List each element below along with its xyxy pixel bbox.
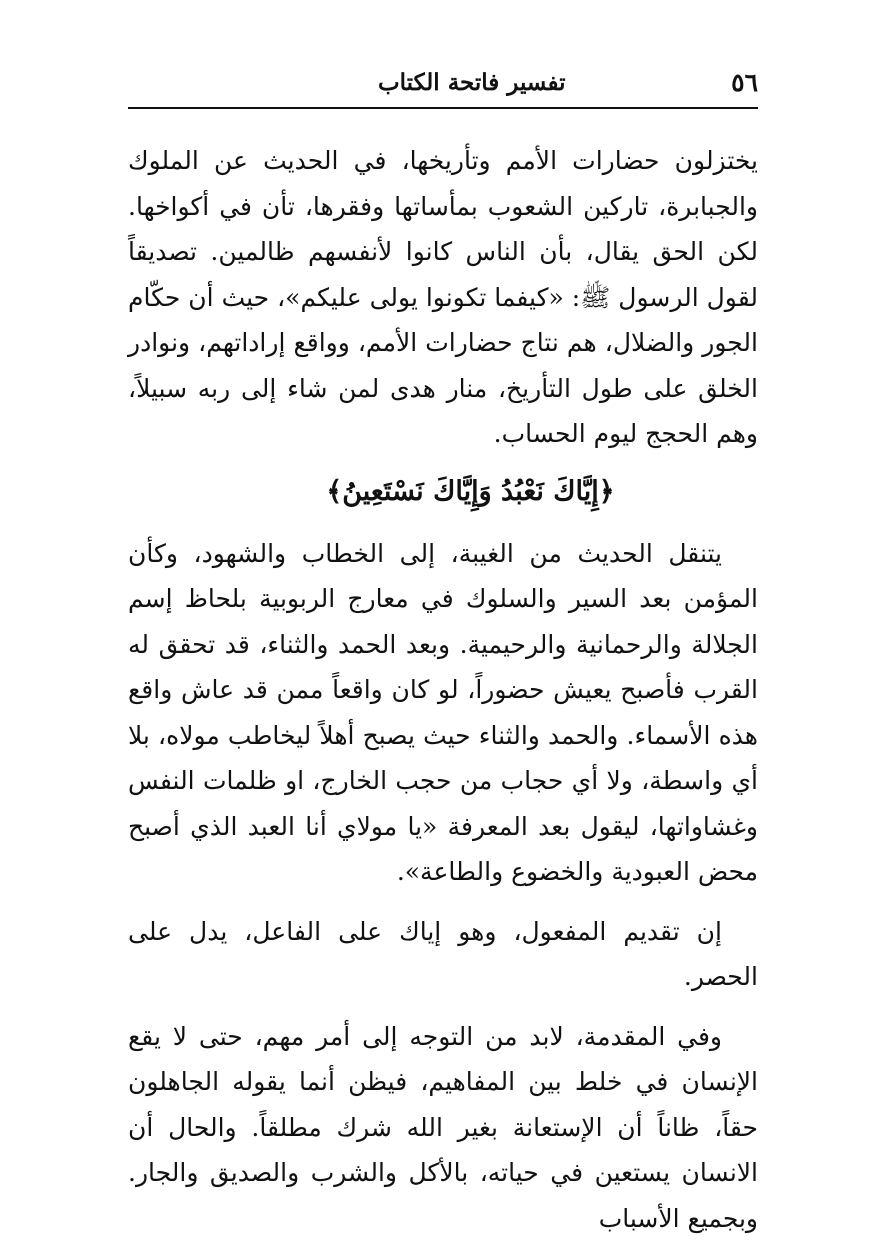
header-rule <box>128 107 758 109</box>
page-number: ٥٦ <box>731 68 758 97</box>
body-text <box>128 138 758 1241</box>
quran-verse: ﴿إِيَّاكَ نَعْبُدُ وَإِيَّاكَ نَسْتَعِينُ﴾ <box>183 469 758 515</box>
paragraph-2: يتنقل الحديث من الغيبة، إلى الخطاب والشهود، وكأن المؤمن بعد السير والسلوك في معارج الربوبية بلحاظ إسم الجلالة والرحمانية والرحيمية. وبعد الحمد والثناء، قد تحقق له القرب فأصبح يعيش حضوراً، لو كان واقعاً ممن قد عاش واقع هذه الأسماء. والحمد والثناء حيث يصبح أهلاً ليخاطب مولاه، بلا أي واسطة، ولا أي حجاب من حجب الخارج، او ظلمات النفس وغشاواتها، ليقول بعد المعرفة «يا مولاي أنا العبد الذي أصبح محض العبودية والخضوع والطاعة». <box>128 531 758 895</box>
page-header <box>128 62 758 102</box>
running-title: تفسير فاتحة الكتاب <box>378 69 565 96</box>
paragraph-1: يختزلون حضارات الأمم وتأريخها، في الحديث عن الملوك والجبابرة، تاركين الشعوب بمأساتها وفقرها، تأن في أكواخها. لكن الحق يقال، بأن الناس كانوا لأنفسهم ظالمين. تصديقاً لقول الرسول ﷺ: «كيفما تكونوا يولى عليكم»، حيث أن حكّام الجور والضلال، هم نتاج حضارات الأمم، وواقع إراداتهم، ونوادر الخلق على طول التأريخ، منار هدى لمن شاء إلى ربه سبيلاً، وهم الحجج ليوم الحساب. <box>128 138 758 457</box>
paragraph-3: إن تقديم المفعول، وهو إياك على الفاعل، يدل على الحصر. <box>128 909 758 1000</box>
paragraph-4: وفي المقدمة، لابد من التوجه إلى أمر مهم، حتى لا يقع الإنسان في خلط بين المفاهيم، فيظن أنما يقوله الجاهلون حقاً، ظاناً أن الإستعانة بغير الله شرك مطلقاً. والحال أن الانسان يستعين في حياته، بالأكل والشرب والصديق والجار. وبجميع الأسباب <box>128 1014 758 1241</box>
